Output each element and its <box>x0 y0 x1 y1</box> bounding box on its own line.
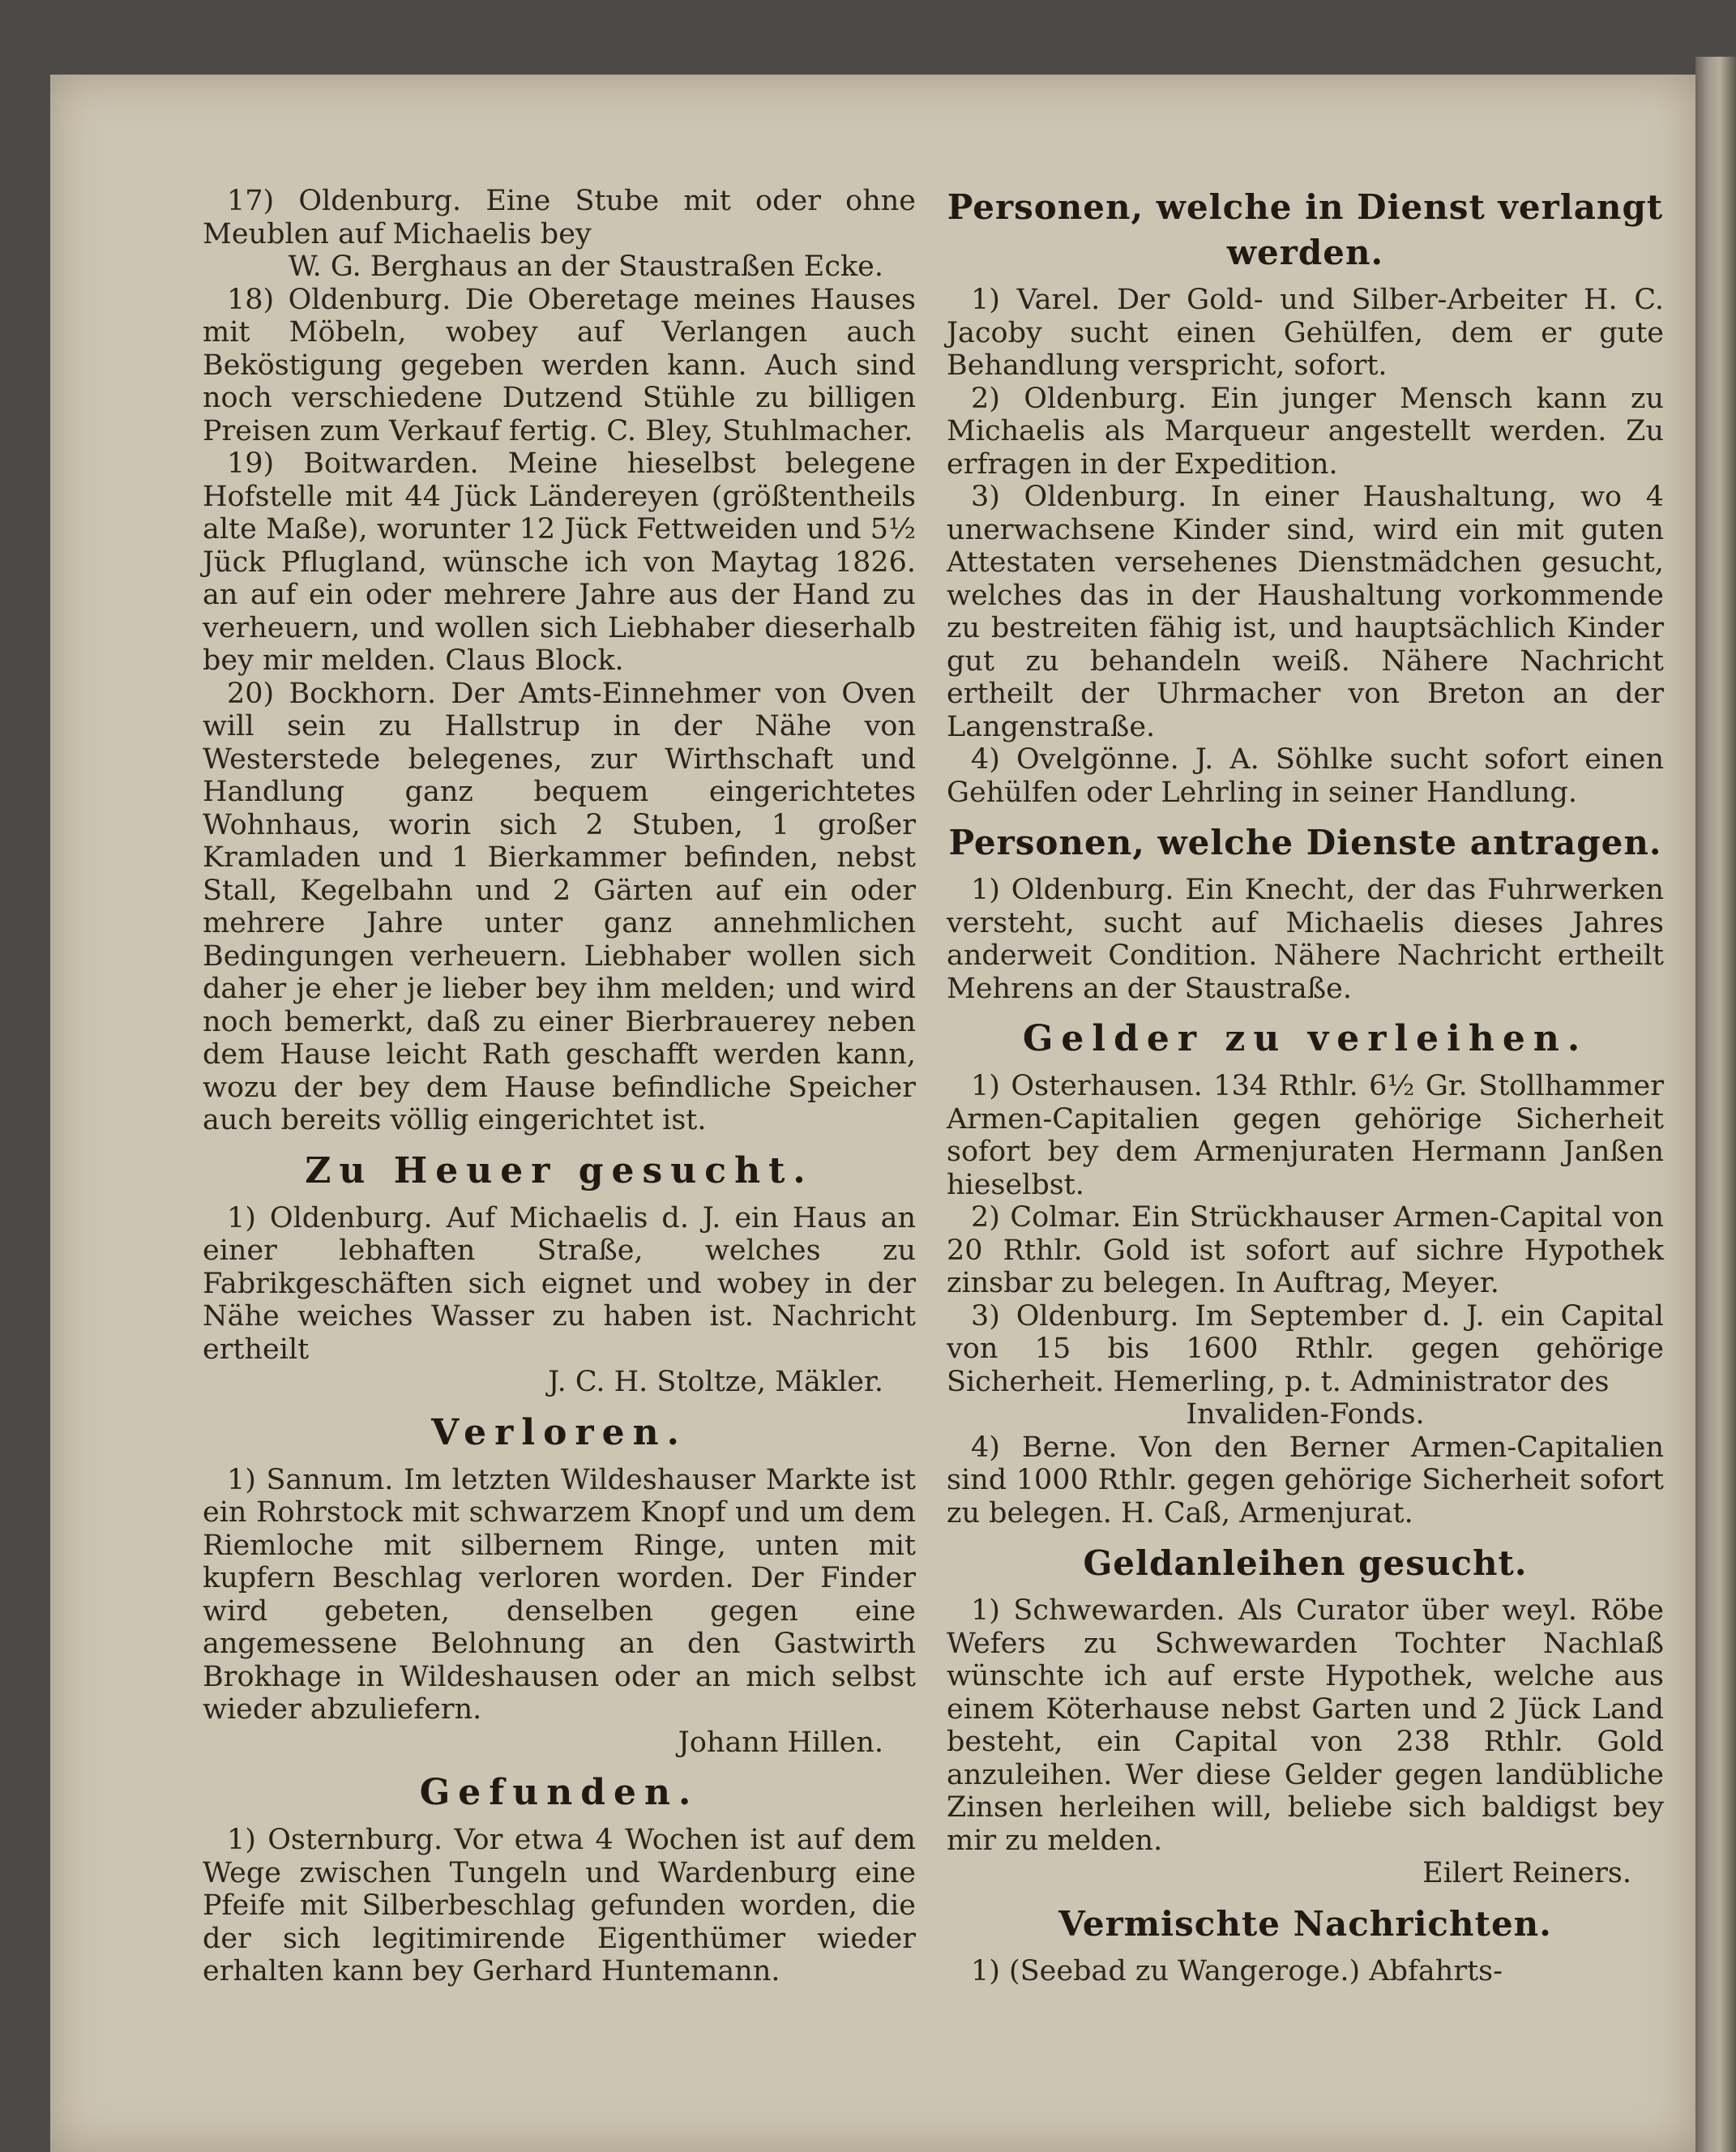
notice-17-signature: W. G. Berghaus an der Staustraßen Ecke. <box>288 250 883 283</box>
left-column <box>203 185 916 1988</box>
heading-verloren: Verloren. <box>431 1411 687 1453</box>
heading-dienst-verlangt: Personen, welche in Dienst verlangt werden. <box>947 187 1664 272</box>
gelder-1: 1) Osterhausen. 134 Rthlr. 6½ Gr. Stollhammer Armen-Capitalien gegen gehörige Sicherheit sofort bey dem Armenjuraten Hermann Janßen hieselbst. <box>947 1070 1664 1201</box>
dienst-verlangt-4: 4) Ovelgönne. J. A. Söhlke sucht sofort einen Gehülfen oder Lehrling in seiner Handlung. <box>947 743 1664 809</box>
notice-18: 18) Oldenburg. Die Oberetage meines Hauses mit Möbeln, wobey auf Verlangen auch Beköstigung gegeben werden kann. Auch sind noch verschiedene Dutzend Stühle zu billigen Preisen zum Verkauf fertig. C. Bley, Stuhlmacher. <box>203 283 916 447</box>
heading-geldanleihen-gesucht: Geldanleihen gesucht. <box>1083 1543 1528 1583</box>
gelder-3-signature: Invaliden-Fonds. <box>1186 1398 1425 1431</box>
notice-17: 17) Oldenburg. Eine Stube mit oder ohne Meublen auf Michaelis bey <box>203 185 916 250</box>
dienst-verlangt-3: 3) Oldenburg. In einer Haushaltung, wo 4 unerwachsene Kinder sind, wird ein mit guten Attestaten versehenes Dienstmädchen gesucht, welches das in der Haushaltung vorkommende zu bestreiten fähig ist, und hauptsächlich Kinder gut zu behandeln weiß. Nähere Nachricht ertheilt der Uhrmacher von Breton an der Langenstraße. <box>947 481 1664 743</box>
gelder-2: 2) Colmar. Ein Strückhauser Armen-Capital von 20 Rthlr. Gold ist sofort auf sichre Hypothek zinsbar zu belegen. In Auftrag, Meyer. <box>947 1201 1664 1299</box>
verloren-notice-1: 1) Sannum. Im letzten Wildeshauser Markte ist ein Rohrstock mit schwarzem Knopf und um dem Riemloche mit silbernem Ringe, unten mit kupfern Beschlag verloren worden. Der Finder wird gebeten, denselben gegen eine angemessene Belohnung an den Gastwirth Brokhage in Wildeshausen oder an mich selbst wieder abzuliefern. <box>203 1463 916 1726</box>
dienst-verlangt-2: 2) Oldenburg. Ein junger Mensch kann zu Michaelis als Marqueur angestellt werden. Zu erfragen in der Expedition. <box>947 382 1664 481</box>
gefunden-notice-1: 1) Osternburg. Vor etwa 4 Wochen ist auf dem Wege zwischen Tungeln und Wardenburg eine Pfeife mit Silberbeschlag gefunden worden, die der sich legitimirende Eigenthümer wieder erhalten kann bey Gerhard Huntemann. <box>203 1824 916 1987</box>
gelder-3: 3) Oldenburg. Im September d. J. ein Capital von 15 bis 1600 Rthlr. gegen gehörige Sicherheit. Hemerling, p. t. Administrator des <box>947 1299 1664 1398</box>
dienst-verlangt-1: 1) Varel. Der Gold- und Silber-Arbeiter H. C. Jacoby sucht einen Gehülfen, dem er gute Behandlung verspricht, sofort. <box>947 284 1664 382</box>
heading-gefunden: Gefunden. <box>419 1772 699 1813</box>
heading-gelder-zu-verleihen: Gelder zu verleihen. <box>1022 1018 1588 1059</box>
dienste-antragen-1: 1) Oldenburg. Ein Knecht, der das Fuhrwerken versteht, sucht auf Michaelis dieses Jahres anderweit Condition. Nähere Nachricht ertheilt Mehrens an der Staustraße. <box>947 874 1664 1005</box>
vermischte-1: 1) (Seebad zu Wangeroge.) Abfahrts- <box>971 1954 1503 1987</box>
heading-zu-heuer-gesucht: Zu Heuer gesucht. <box>305 1149 814 1192</box>
geldanleihen-signature: Eilert Reiners. <box>1422 1857 1631 1889</box>
gelder-4: 4) Berne. Von den Berner Armen-Capitalien sind 1000 Rthlr. gegen gehörige Sicherheit sofort zu belegen. H. Caß, Armenjurat. <box>947 1431 1664 1530</box>
notice-20: 20) Bockhorn. Der Amts-Einnehmer von Oven will sein zu Hallstrup in der Nähe von Westerstede belegenes, zur Wirthschaft und Handlung ganz bequem eingerichtetes Wohnhaus, worin sich 2 Stuben, 1 großer Kramladen und 1 Bierkammer befinden, nebst Stall, Kegelbahn und 2 Gärten auf ein oder mehrere Jahre unter ganz annehmlichen Bedingungen verheuern. Liebhaber wollen sich daher je eher je lieber bey ihm melden; und wird noch bemerkt, daß zu einer Bierbrauerey neben dem Hause leicht Rath geschafft werden kann, wozu der bey dem Hause befindliche Speicher auch bereits völlig eingerichtet ist. <box>203 677 916 1136</box>
heading-dienste-antragen: Personen, welche Dienste antragen. <box>948 823 1662 862</box>
verloren-signature: Johann Hillen. <box>678 1726 883 1759</box>
notice-19: 19) Boitwarden. Meine hieselbst belegene Hofstelle mit 44 Jück Ländereyen (größtentheils alte Maße), worunter 12 Jück Fettweiden und 5½ Jück Pflugland, wünsche ich von Maytag 1826. an auf ein oder mehrere Jahre aus der Hand zu verheuern, und wollen sich Liebhaber dieserhalb bey mir melden. Claus Block. <box>203 447 916 677</box>
right-column <box>947 185 1664 1987</box>
heuer-notice-1: 1) Oldenburg. Auf Michaelis d. J. ein Haus an einer lebhaften Straße, welches zu Fabrikgeschäften sich eignet und wobey in der Nähe weiches Wasser zu haben ist. Nachricht ertheilt <box>203 1201 916 1366</box>
book-spine <box>1695 57 1736 2152</box>
heuer-signature: J. C. H. Stoltze, Mäkler. <box>548 1366 883 1398</box>
heading-vermischte-nachrichten: Vermischte Nachrichten. <box>1058 1903 1552 1944</box>
geldanleihen-1: 1) Schwewarden. Als Curator über weyl. Röbe Wefers zu Schwewarden Tochter Nachlaß wünschte ich auf erste Hypothek, welche aus einem Köterhause nebst Garten und 2 Jück Land besteht, ein Capital von 238 Rthlr. Gold anzuleihen. Wer diese Gelder gegen landübliche Zinsen herleihen will, beliebe sich baldigst bey mir zu melden. <box>947 1594 1664 1857</box>
